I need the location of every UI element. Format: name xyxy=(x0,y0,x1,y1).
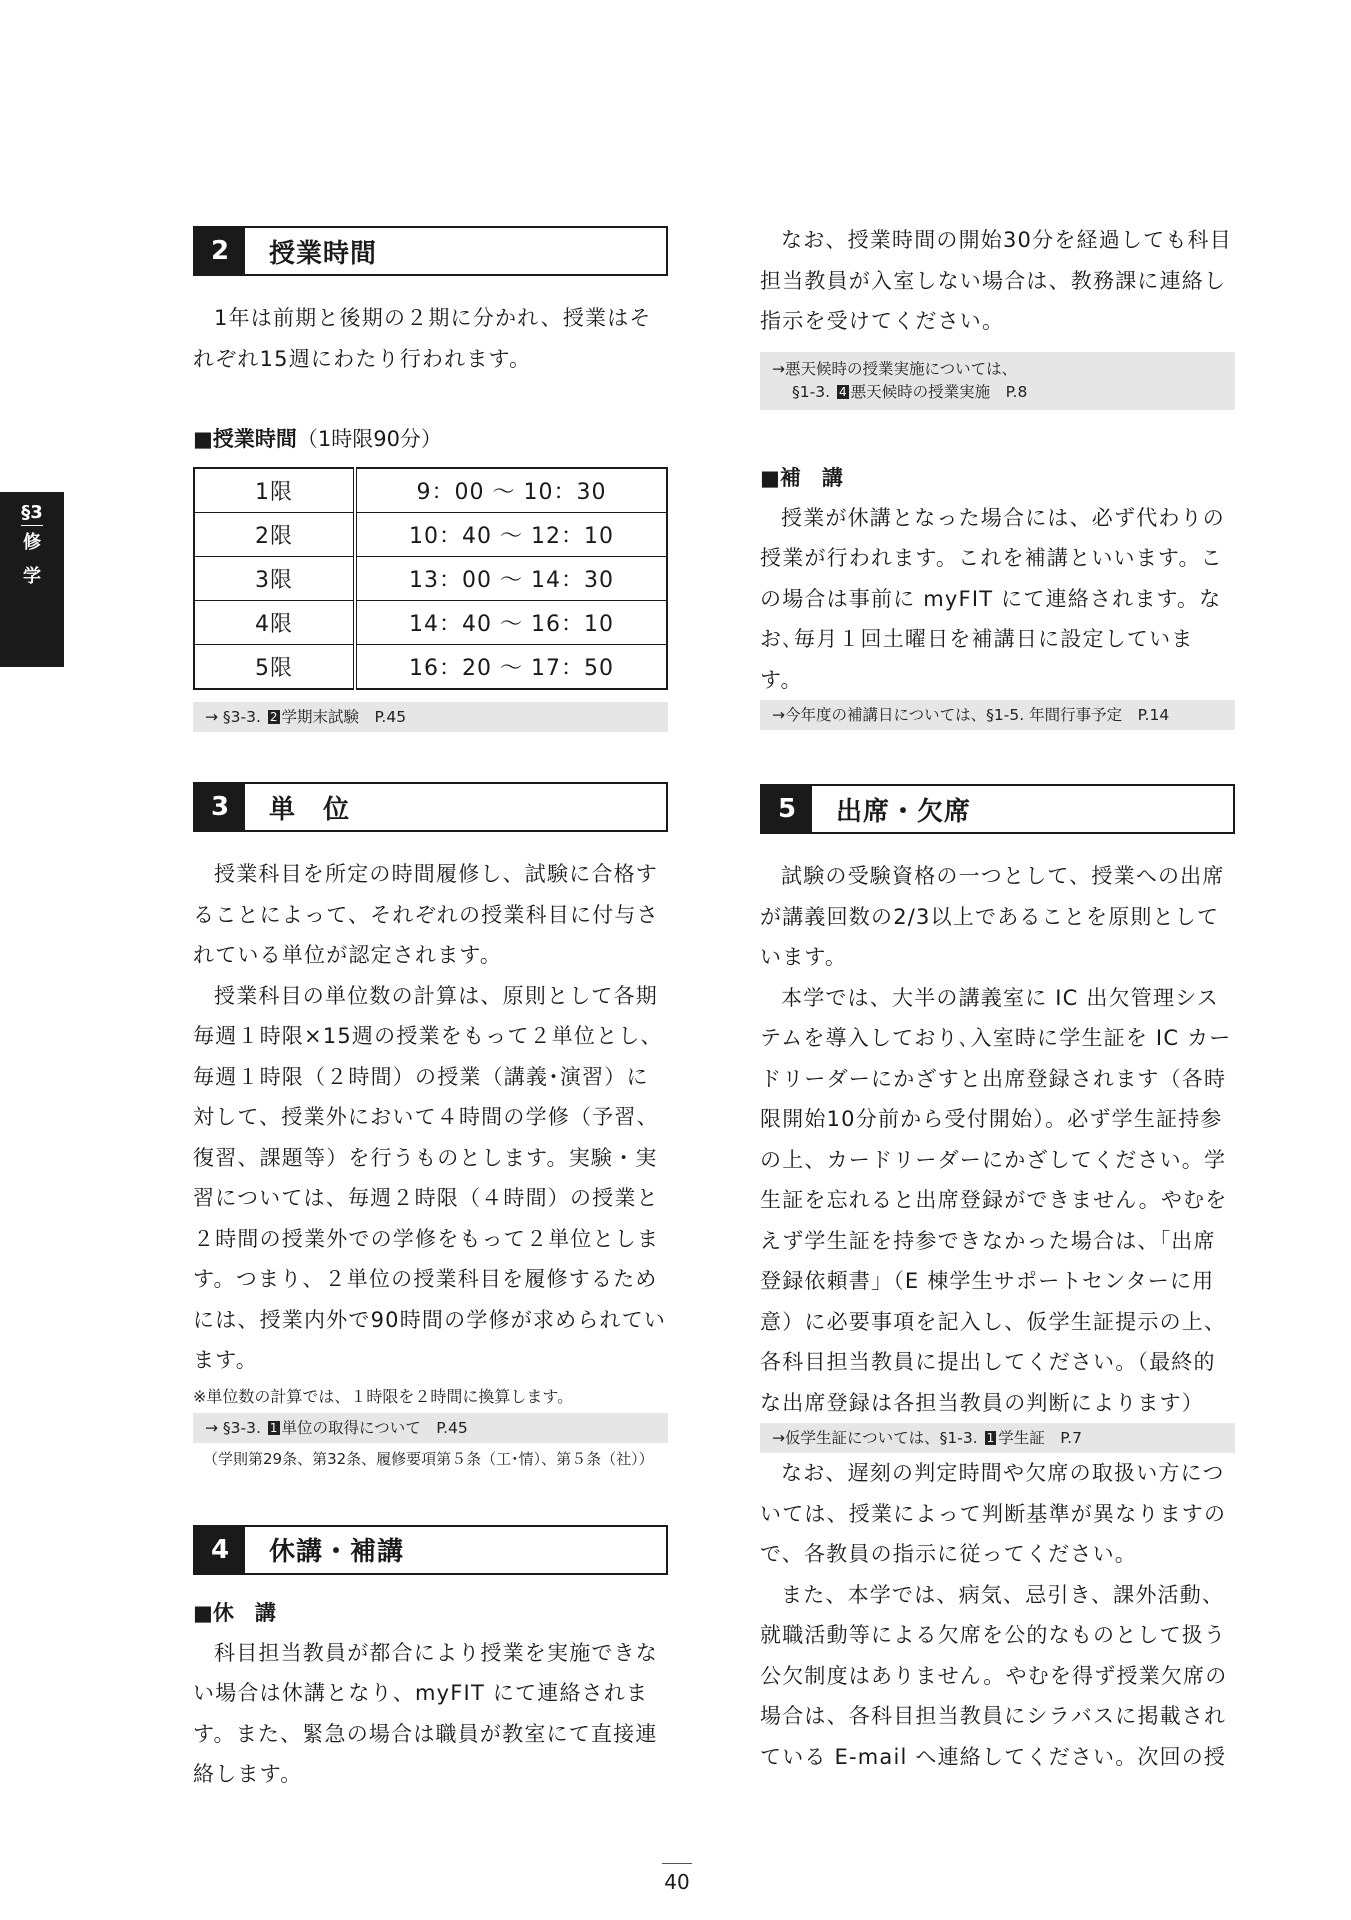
class-hours-subheading-bold: ■授業時間 xyxy=(193,427,297,451)
section-5-paragraph-1: 試験の受験資格の一つとして、授業への出席が講義回数の2/3以上であることを原則としています。 xyxy=(760,864,1225,969)
section-side-tab xyxy=(0,492,64,667)
ref-prefix: §1-3. xyxy=(792,382,830,401)
section-5-heading xyxy=(760,784,1235,834)
ref-prefix: →仮学生証については、§1-3. xyxy=(772,1429,978,1447)
section-5-paragraph-4: また、本学では、病気、忌引き、課外活動、就職活動等による欠席を公的なものとして扱う公欠制度はありません。やむを得ず授業欠席の場合は、各科目担当教員にシラバスに掲載されている E-mail へ連絡してください。次回の授 xyxy=(760,1582,1228,1769)
makeup-paragraph: 授業が休講となった場合には、必ず代わりの授業が行われます。これを補講といいます。この場合は事前に myFIT にて連絡されます。なお､毎月１回土曜日を補講日に設定しています。 xyxy=(760,505,1225,692)
section-4-title: 休講・補講 xyxy=(269,1537,405,1567)
table-row xyxy=(194,645,667,690)
time-cell: 10：40 〜 12：10 xyxy=(355,513,667,557)
ref-badge: 4 xyxy=(838,384,847,399)
cancellation-subheading: ■休 講 xyxy=(193,1600,276,1625)
weather-reference xyxy=(760,352,1235,410)
ref-badge: 1 xyxy=(986,1431,995,1445)
student-id-reference xyxy=(760,1423,1235,1453)
table-row xyxy=(194,468,667,513)
makeup-subheading: ■補 講 xyxy=(760,465,843,490)
ref-prefix: → §3-3. xyxy=(205,1418,261,1437)
section-5-paragraph-2: 本学では、大半の講義室に IC 出欠管理システムを導入しており､入室時に学生証を IC カードリーダーにかざすと出席登録されます（各時限開始10分前から受付開始）。必ず学生証持参の上、カードリーダーにかざしてください。学生証を忘れると出席登録ができません。やむをえず学生証を持参できなかった場合は、「出席登録依頼書」（E 棟学生サポートセンターに用意）に必要事項を記入し、仮学生証提示の上、各科目担当教員に提出してください。（最終的な出席登録は各担当教員の判断によります） xyxy=(760,985,1232,1415)
ref-text: 学生証 P.7 xyxy=(998,1429,1082,1447)
class-hours-subheading xyxy=(193,419,668,459)
section-3-title: 単 位 xyxy=(269,794,351,825)
section-3-number: 3 xyxy=(195,784,245,830)
page-number-rule xyxy=(662,1863,692,1864)
ref-text: 学期末試験 P.45 xyxy=(281,708,407,726)
ref-badge: 2 xyxy=(269,710,278,724)
section-2-heading xyxy=(193,226,668,276)
time-cell: 9：00 〜 10：30 xyxy=(355,468,667,513)
ref-line-1: →悪天候時の授業実施については、 xyxy=(772,359,1018,378)
section-5-title: 出席・欠席 xyxy=(836,796,972,827)
section-5-number: 5 xyxy=(762,786,812,832)
table-row xyxy=(194,601,667,645)
time-cell: 16：20 〜 17：50 xyxy=(355,645,667,690)
ref-text: 悪天候時の授業実施 P.8 xyxy=(850,382,1028,401)
right-column xyxy=(760,220,1235,1777)
makeup-reference: →今年度の補講日については、§1-5. 年間行事予定 P.14 xyxy=(760,700,1235,730)
section-2-number: 2 xyxy=(195,228,245,274)
credit-reference xyxy=(193,1413,668,1443)
side-tab-label-2: 学 xyxy=(23,566,41,587)
regulation-citation: （学則第29条、第32条、履修要項第５条（工･情）、第５条（社）） xyxy=(203,1449,654,1468)
ref-badge: 1 xyxy=(269,1420,278,1435)
section-2-title: 授業時間 xyxy=(269,238,378,269)
side-tab-label-1: 修 xyxy=(23,532,41,553)
period-cell: 1限 xyxy=(194,468,355,513)
period-cell: 4限 xyxy=(194,601,355,645)
section-3-heading xyxy=(193,782,668,832)
cancellation-paragraph: 科目担当教員が都合により授業を実施できない場合は休講となり、myFIT にて連絡されます。また、緊急の場合は職員が教室にて直接連絡します。 xyxy=(193,1640,658,1786)
section-2-paragraph: 1年は前期と後期の２期に分かれ、授業はそれぞれ15週にわたり行われます。 xyxy=(193,306,652,371)
page-number: 40 xyxy=(664,1870,690,1894)
section-4-number: 4 xyxy=(195,1527,245,1573)
class-hours-subheading-note: （1時限90分） xyxy=(296,427,442,451)
side-tab-section: §3 xyxy=(21,502,43,526)
section-4-heading xyxy=(193,1525,668,1575)
time-cell: 14：40 〜 16：10 xyxy=(355,601,667,645)
period-cell: 3限 xyxy=(194,557,355,601)
period-cell: 2限 xyxy=(194,513,355,557)
credit-note: ※単位数の計算では、１時限を２時間に換算します。 xyxy=(193,1386,574,1406)
class-hours-table xyxy=(193,467,668,690)
ref-prefix: → §3-3. xyxy=(205,708,261,726)
cancellation-paragraph-2: なお、授業時間の開始30分を経過しても科目担当教員が入室しない場合は、教務課に連絡し指示を受けてください。 xyxy=(760,228,1232,333)
table-row xyxy=(194,513,667,557)
left-column xyxy=(193,226,668,1795)
time-cell: 13：00 〜 14：30 xyxy=(355,557,667,601)
period-cell: 5限 xyxy=(194,645,355,690)
exam-reference xyxy=(193,702,668,732)
table-row xyxy=(194,557,667,601)
section-5-paragraph-3: なお、遅刻の判定時間や欠席の取扱い方については、授業によって判断基準が異なりますので、各教員の指示に従ってください。 xyxy=(760,1461,1227,1566)
section-3-paragraph-2: 授業科目の単位数の計算は、原則として各期毎週１時限×15週の授業をもって２単位とし、毎週１時限（２時間）の授業（講義･演習）に対して、授業外において４時間の学修（予習、復習、課題等）を行うものとします。実験・実習については、毎週２時限（４時間）の授業と２時間の授業外での学修をもって２単位とします。つまり、２単位の授業科目を履修するためには、授業内外で90時間の学修が求められています。 xyxy=(193,983,667,1372)
section-3-paragraph-1: 授業科目を所定の時間履修し、試験に合格することによって、それぞれの授業科目に付与されている単位が認定されます。 xyxy=(193,862,659,967)
ref-text: 単位の取得について P.45 xyxy=(281,1418,468,1437)
